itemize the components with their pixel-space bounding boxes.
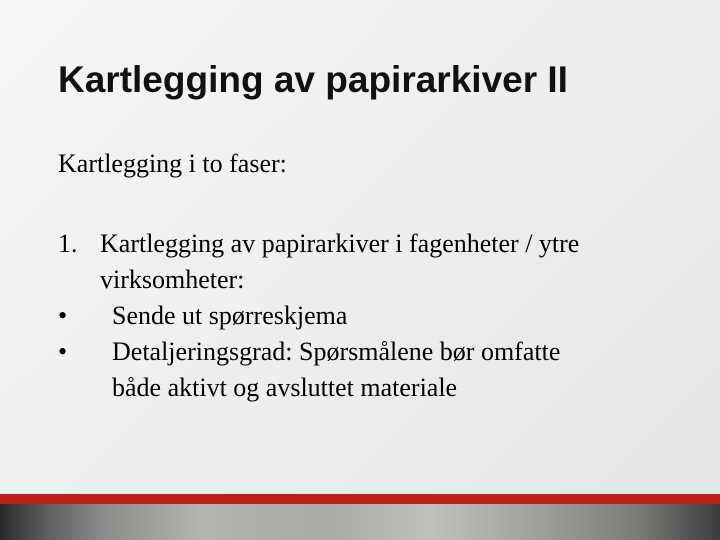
intro-text: Kartlegging i to faser: bbox=[58, 149, 287, 178]
item-text-line: virksomheter: bbox=[100, 265, 245, 294]
bullet-text-line: Sende ut spørreskjema bbox=[112, 301, 348, 330]
bullet-icon: • bbox=[58, 337, 68, 366]
item-text bbox=[100, 226, 698, 298]
bullet-item bbox=[58, 298, 698, 334]
slide-title: Kartlegging av papirarkiver II bbox=[58, 59, 568, 100]
numbered-item bbox=[58, 226, 698, 298]
bullet-text-line: både aktivt og avsluttet materiale bbox=[112, 373, 458, 402]
footer-band bbox=[0, 494, 720, 540]
bullet-icon: • bbox=[58, 301, 68, 330]
bullet-text bbox=[112, 298, 698, 334]
accent-line bbox=[0, 494, 720, 504]
decorative-photo-strip bbox=[0, 504, 720, 540]
bullet-item bbox=[58, 334, 698, 406]
item-text-line: Kartlegging av papirarkiver i fagenheter / ytre bbox=[100, 229, 580, 258]
item-number: 1. bbox=[58, 229, 78, 258]
bullet-text-line: Detaljeringsgrad: Spørsmålene bør omfatte bbox=[112, 337, 561, 366]
bullet-text bbox=[112, 334, 698, 406]
content-list bbox=[58, 226, 698, 406]
